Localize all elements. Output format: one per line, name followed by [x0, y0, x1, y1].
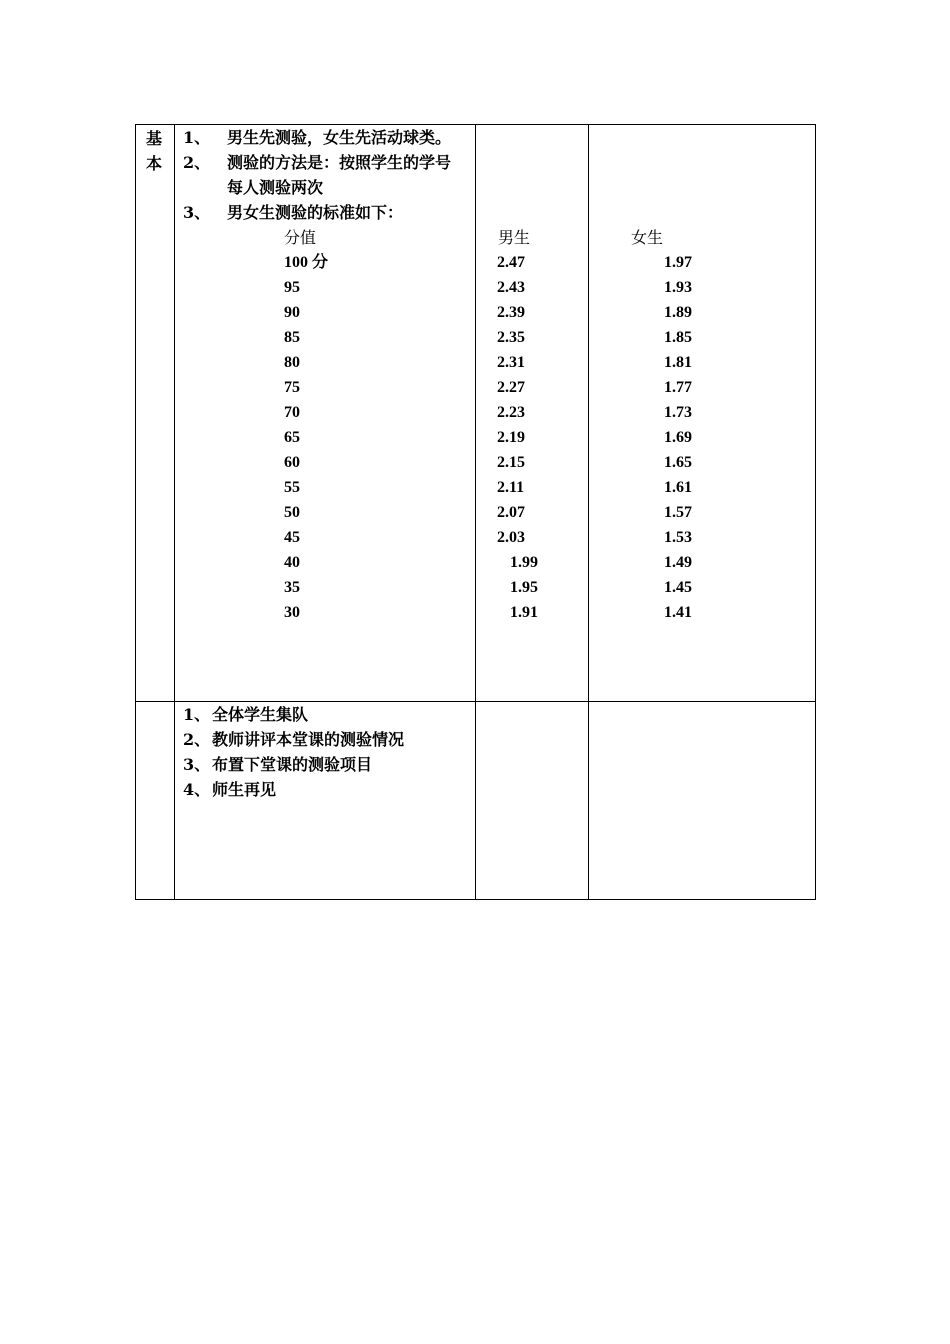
header-score: 分值	[284, 228, 317, 247]
male-cell: 2.43	[497, 279, 525, 296]
female-cell: 1.77	[664, 379, 692, 396]
female-cell: 1.85	[664, 329, 692, 346]
section-label	[143, 126, 165, 176]
male-cell: 2.07	[497, 504, 525, 521]
female-cell: 1.69	[664, 429, 692, 446]
table-row	[0, 575, 950, 600]
female-cell: 1.53	[664, 529, 692, 546]
female-cell: 1.61	[664, 479, 692, 496]
table-row	[0, 375, 950, 400]
section-label-char: 基	[145, 129, 162, 148]
item-text: 男生先测验，女生先活动球类。	[227, 128, 452, 147]
score-cell: 95	[284, 279, 300, 296]
score-cell: 60	[284, 454, 300, 471]
item-text: 教师讲评本堂课的测验情况	[212, 730, 405, 749]
table-row	[0, 400, 950, 425]
item-text: 布置下堂课的测验项目	[212, 755, 373, 774]
item-number: 1、	[183, 128, 211, 147]
table-row	[0, 250, 950, 275]
male-cell: 2.35	[497, 329, 525, 346]
table-row	[0, 300, 950, 325]
score-cell: 80	[284, 354, 300, 371]
section-label-char: 本	[145, 154, 162, 173]
score-cell: 35	[284, 579, 300, 596]
female-cell: 1.93	[664, 279, 692, 296]
male-cell: 1.99	[510, 554, 538, 571]
list-item	[183, 125, 451, 150]
score-cell: 45	[284, 529, 300, 546]
score-cell: 65	[284, 429, 300, 446]
table-row	[0, 550, 950, 575]
score-cell: 85	[284, 329, 300, 346]
table-row	[0, 425, 950, 450]
score-cell: 55	[284, 479, 300, 496]
score-cell: 50	[284, 504, 300, 521]
male-cell: 2.23	[497, 404, 525, 421]
score-cell: 75	[284, 379, 300, 396]
table-row	[0, 475, 950, 500]
item-text: 师生再见	[212, 780, 277, 799]
list-item	[183, 777, 276, 802]
female-cell: 1.49	[664, 554, 692, 571]
male-cell: 1.91	[510, 604, 538, 621]
table-row	[0, 275, 950, 300]
male-cell: 1.95	[510, 579, 538, 596]
item-text: 男女生测验的标准如下：	[227, 203, 404, 222]
list-item	[183, 150, 451, 175]
table-row	[0, 500, 950, 525]
item-text: 测验的方法是：按照学生的学号	[227, 153, 452, 172]
item-number: 4、	[183, 780, 211, 799]
list-item	[183, 200, 403, 225]
table-row	[0, 600, 950, 625]
header-female: 女生	[631, 228, 664, 247]
item-number: 3、	[183, 755, 211, 774]
table-row	[0, 325, 950, 350]
male-cell: 2.03	[497, 529, 525, 546]
female-cell: 1.45	[664, 579, 692, 596]
male-cell: 2.15	[497, 454, 525, 471]
table-row	[0, 450, 950, 475]
item-number: 3、	[183, 203, 211, 222]
list-item	[183, 702, 308, 727]
score-cell: 100 分	[284, 254, 329, 271]
male-cell: 2.19	[497, 429, 525, 446]
female-cell: 1.41	[664, 604, 692, 621]
list-item	[183, 752, 372, 777]
score-cell: 70	[284, 404, 300, 421]
female-cell: 1.89	[664, 304, 692, 321]
male-cell: 2.39	[497, 304, 525, 321]
male-cell: 2.47	[497, 254, 525, 271]
score-cell: 40	[284, 554, 300, 571]
female-cell: 1.73	[664, 404, 692, 421]
list-item-continuation	[227, 175, 323, 200]
item-number: 1、	[183, 705, 211, 724]
male-cell: 2.27	[497, 379, 525, 396]
table-row	[0, 525, 950, 550]
table-row	[0, 350, 950, 375]
item-text: 全体学生集队	[212, 705, 309, 724]
female-cell: 1.97	[664, 254, 692, 271]
female-cell: 1.57	[664, 504, 692, 521]
header-male: 男生	[498, 228, 531, 247]
female-cell: 1.65	[664, 454, 692, 471]
item-text: 每人测验两次	[227, 178, 324, 197]
male-cell: 2.11	[497, 479, 525, 496]
item-number: 2、	[183, 730, 211, 749]
item-number: 2、	[183, 153, 211, 172]
score-cell: 30	[284, 604, 300, 621]
score-cell: 90	[284, 304, 300, 321]
male-cell: 2.31	[497, 354, 525, 371]
list-item	[183, 727, 404, 752]
female-cell: 1.81	[664, 354, 692, 371]
